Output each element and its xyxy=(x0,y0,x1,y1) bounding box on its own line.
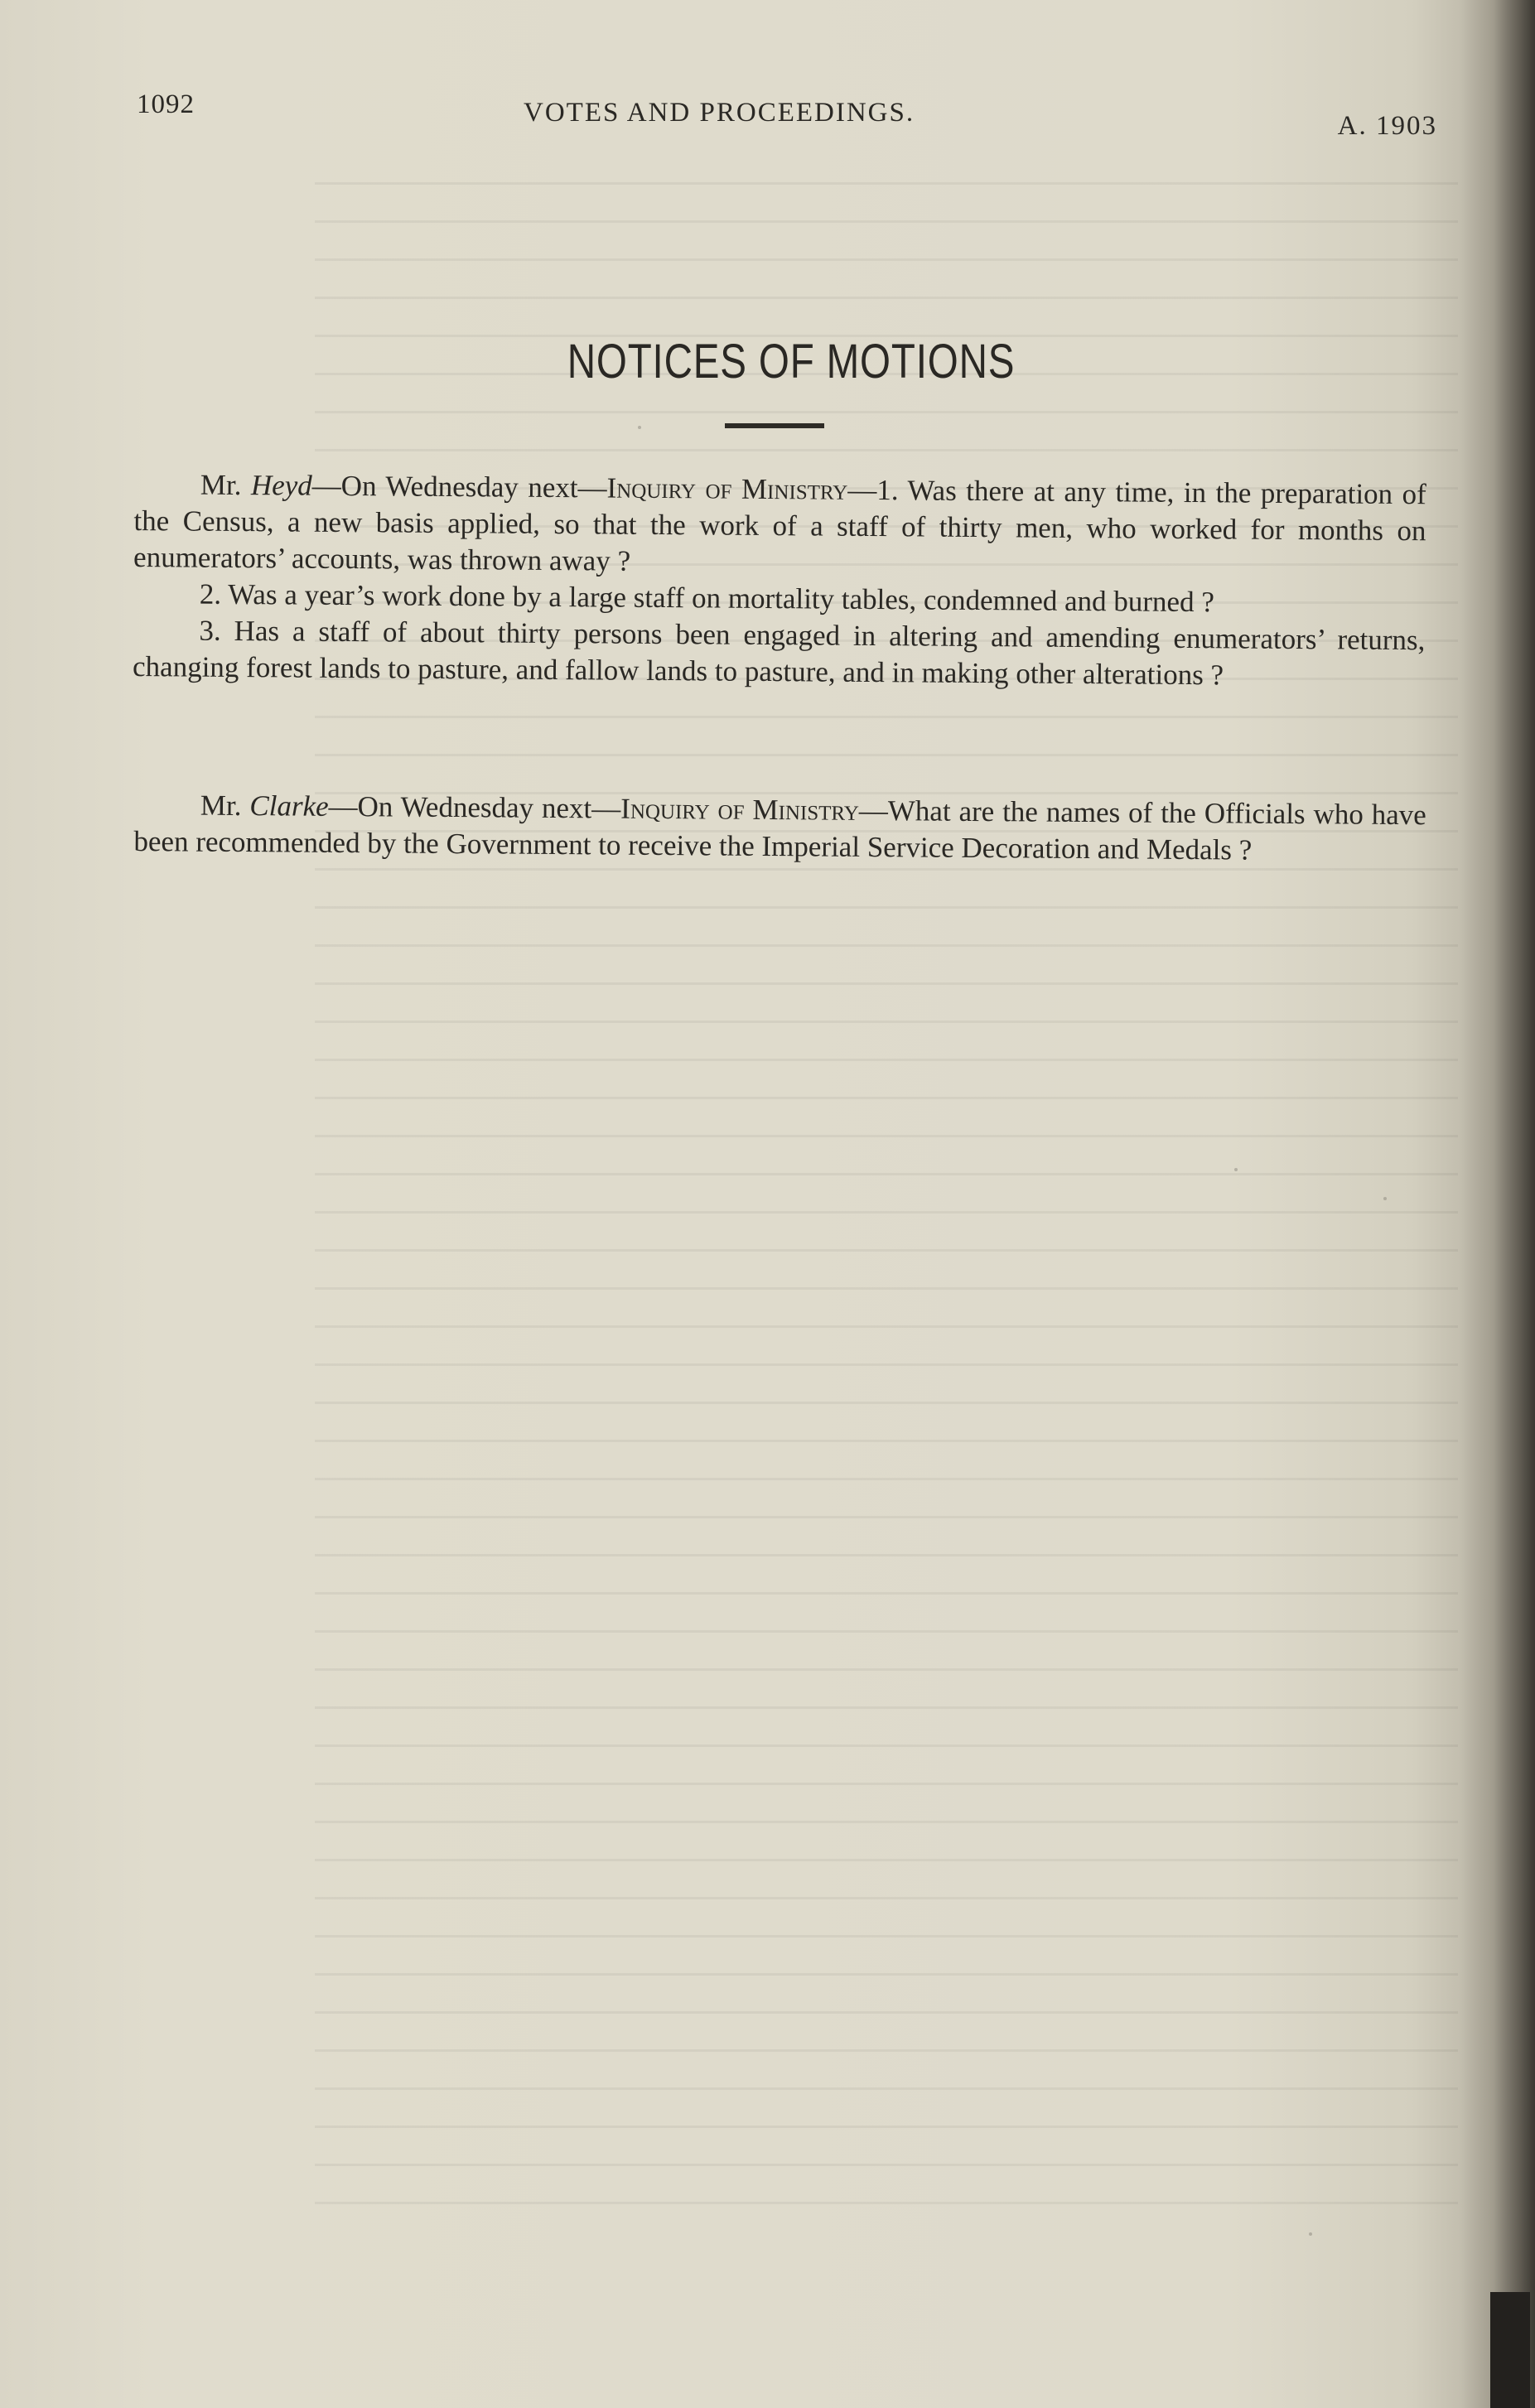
paper-speck xyxy=(1309,2232,1312,2236)
page-header xyxy=(137,89,1437,139)
running-title: VOTES AND PROCEEDINGS. xyxy=(524,98,915,128)
binding-edge xyxy=(1490,2292,1530,2408)
paper-speck xyxy=(1234,1168,1238,1171)
member-title: Mr. xyxy=(200,789,242,823)
motion-question: —What are the names of the Officials who have been recommended by the Government to receive the Imperial Service Decoration and Medals ? xyxy=(133,794,1426,866)
page-number: 1092 xyxy=(137,89,195,119)
paper-speck xyxy=(638,426,641,429)
motion-question: —1. Was there at any time, in the preparation of the Census, a new basis applied, so that the work of a staff of thirty men, who worked for months on enumerators’ accounts, was thrown away ? xyxy=(133,473,1426,577)
member-name: Heyd xyxy=(250,469,312,502)
motion-kind: Inquiry of Ministry xyxy=(606,471,848,506)
title-rule xyxy=(725,423,824,428)
motion-kind: Inquiry of Ministry xyxy=(620,792,860,827)
motion-paragraph xyxy=(133,466,1426,586)
session-code: A. 1903 xyxy=(1337,111,1437,141)
motion-paragraph: 2. Was a year’s work done by a large staff on mortality tables, condemned and burned ? xyxy=(199,577,1214,619)
motion-paragraph xyxy=(133,787,1426,870)
motion-intro: —On Wednesday next— xyxy=(311,469,607,504)
bleed-through-text xyxy=(315,149,1458,2220)
motion-heyd xyxy=(133,466,1426,695)
section-title: NOTICES OF MOTIONS xyxy=(567,335,1016,388)
member-title: Mr. xyxy=(200,468,242,502)
motion-intro: —On Wednesday next— xyxy=(328,789,621,825)
motion-paragraph: 3. Has a staff of about thirty persons been engaged in altering and amending enumerators’ returns, changing forest lands to pasture, and fallow lands to pasture, and in making other alterations ? xyxy=(132,614,1426,692)
member-name: Clarke xyxy=(249,789,329,823)
book-binding-shadow xyxy=(1460,0,1535,2408)
paper-speck xyxy=(1383,1197,1387,1200)
motion-clarke xyxy=(133,787,1426,870)
